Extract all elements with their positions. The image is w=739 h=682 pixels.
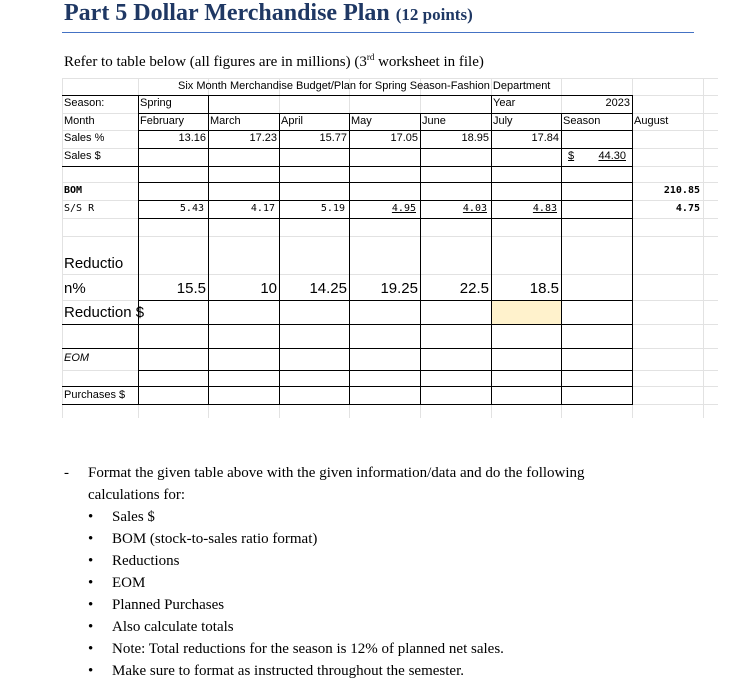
list-item-text: Sales $ <box>112 509 155 525</box>
month-august: August <box>634 115 669 127</box>
list-item-text: Planned Purchases <box>112 597 225 613</box>
ssr-may: 4.95 <box>391 203 416 214</box>
merchandise-plan-table <box>62 78 718 418</box>
year-label: Year <box>493 97 516 109</box>
eom-label: EOM <box>64 352 90 364</box>
sales-pct-label: Sales % <box>64 132 105 144</box>
season-value: Spring <box>140 97 172 109</box>
cell-border <box>138 324 633 325</box>
reduction-dollar-label: Reduction $ <box>64 304 145 321</box>
bom-august: 210.85 <box>663 185 700 196</box>
bullet-icon: • <box>88 663 94 679</box>
reduction-pct-april: 14.25 <box>309 280 347 297</box>
list-item-text: Note: Total reductions for the season is 12% of planned net sales. <box>112 641 504 657</box>
bullet-icon: • <box>88 575 94 591</box>
cell-border <box>62 324 138 325</box>
intro-text <box>64 54 484 71</box>
cell-border <box>420 113 421 404</box>
cell-border <box>138 218 633 219</box>
bullet-icon: • <box>88 553 94 569</box>
bullet-icon: • <box>88 509 94 525</box>
cell-border <box>138 404 633 405</box>
bom-label: BOM <box>64 185 83 196</box>
month-label: Month <box>64 115 95 127</box>
instruction-dash: - <box>64 465 69 481</box>
gridline <box>62 78 63 418</box>
month-march: March <box>210 115 241 127</box>
ssr-april: 5.19 <box>320 203 345 214</box>
cell-border <box>138 200 633 201</box>
sales-pct-june: 18.95 <box>461 132 489 144</box>
intro-text-tail: worksheet in file) <box>374 54 484 70</box>
ssr-february: 5.43 <box>179 203 204 214</box>
cell-border <box>208 95 209 404</box>
cell-border <box>138 95 633 96</box>
list-item-text: Make sure to format as instructed throughout the semester. <box>112 663 464 679</box>
month-july: July <box>493 115 513 127</box>
gridline <box>62 274 718 275</box>
reduction-pct-february: 15.5 <box>176 280 206 297</box>
ssr-july: 4.83 <box>532 203 557 214</box>
cell-border <box>561 113 562 404</box>
sales-pct-may: 17.05 <box>390 132 418 144</box>
gridline <box>62 236 718 237</box>
list-item-text: Also calculate totals <box>112 619 234 635</box>
ssr-march: 4.17 <box>250 203 275 214</box>
month-february: February <box>140 115 185 127</box>
ssr-label: S/S R <box>64 203 95 214</box>
month-april: April <box>281 115 304 127</box>
month-may: May <box>351 115 372 127</box>
cell-border <box>62 404 138 405</box>
list-item-text: Reductions <box>112 553 180 569</box>
cell-border <box>138 166 633 167</box>
bullet-icon: • <box>88 531 94 547</box>
cell-border <box>138 300 633 301</box>
cell-border <box>349 113 350 404</box>
table-heading: Six Month Merchandise Budget/Plan for Spring Season-Fashion Department <box>178 80 551 92</box>
sales-pct-february: 13.16 <box>178 132 206 144</box>
cell-border <box>138 348 633 349</box>
cell-border <box>279 113 280 404</box>
cell-border <box>491 95 492 404</box>
bullet-icon: • <box>88 597 94 613</box>
bullet-icon: • <box>88 641 94 657</box>
cell-border <box>138 386 633 387</box>
cell-border <box>138 95 139 404</box>
list-item-text: EOM <box>112 575 146 591</box>
sales-pct-april: 15.77 <box>319 132 347 144</box>
section-title-text: Part 5 Dollar Merchandise Plan <box>64 0 390 26</box>
list-item-text: BOM (stock-to-sales ratio format) <box>112 531 318 547</box>
sales-pct-july: 17.84 <box>531 132 559 144</box>
intro-text-main: Refer to table below (all figures are in millions) (3 <box>64 54 367 70</box>
season-label: Season: <box>64 97 105 109</box>
sales-dollar-label: Sales $ <box>64 150 101 162</box>
title-underline <box>62 32 694 33</box>
reduction-pct-july: 18.5 <box>529 280 559 297</box>
year-value: 2023 <box>605 97 630 109</box>
instruction-lead: Format the given table above with the given information/data and do the following calculations for: <box>88 465 585 503</box>
reduction-pct-march: 10 <box>260 280 277 297</box>
section-title <box>64 0 473 27</box>
intro-superscript: rd <box>366 52 375 62</box>
reduction-pct-june: 22.5 <box>459 280 489 297</box>
bullet-icon: • <box>88 619 94 635</box>
purchases-label: Purchases $ <box>64 389 126 401</box>
gridline <box>703 78 704 418</box>
reduction-pct-label-line1: Reductio <box>64 255 124 272</box>
month-june: June <box>422 115 446 127</box>
cell-border <box>62 386 138 387</box>
season-column-header: Season <box>563 115 601 127</box>
ssr-august: 4.75 <box>675 203 700 214</box>
reduction-pct-may: 19.25 <box>380 280 418 297</box>
cell-border <box>138 148 633 149</box>
ssr-june: 4.03 <box>462 203 487 214</box>
season-sales-currency: $ <box>568 150 575 162</box>
cell-border <box>138 370 633 371</box>
points-label: (12 points) <box>395 5 473 24</box>
sales-pct-march: 17.23 <box>249 132 277 144</box>
cell-border <box>138 182 633 183</box>
reduction-pct-label-line2: n% <box>64 280 86 297</box>
cell-border <box>632 95 633 404</box>
season-sales-total: 44.30 <box>598 150 626 162</box>
cell-border <box>62 348 138 349</box>
cell-border <box>62 166 138 167</box>
highlighted-cell <box>492 301 561 324</box>
